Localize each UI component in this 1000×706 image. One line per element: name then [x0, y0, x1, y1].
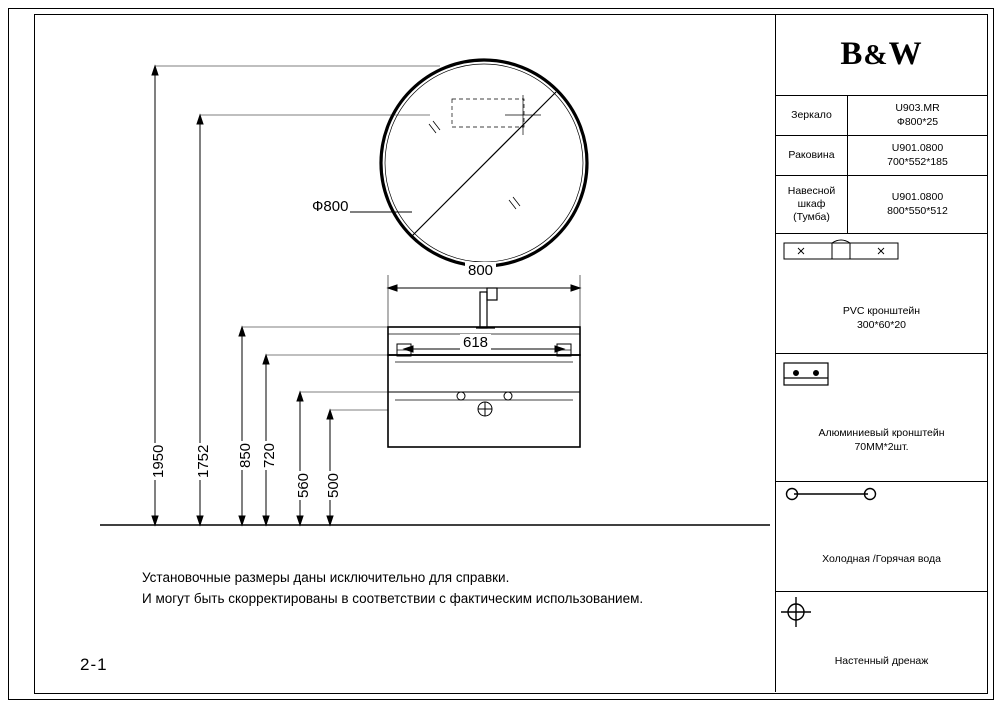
part-pvc-bracket: [776, 234, 987, 354]
part-wall-drain: [776, 592, 987, 692]
spec-row-basin: [776, 136, 987, 176]
wall-drain-label-1: Настенный дренаж: [834, 655, 929, 667]
brand-logo: [776, 14, 987, 96]
dimension-560: 560: [295, 472, 312, 498]
spec-name-basin: Раковина: [776, 136, 848, 175]
logo-right: W: [888, 36, 923, 72]
dimension-850: 850: [237, 442, 254, 468]
spec-row-cabinet: [776, 176, 987, 234]
pvc-bracket-label-2: 300*60*20: [856, 319, 907, 332]
sheet-number: 2-1: [80, 655, 108, 674]
dimension-618: 618: [460, 334, 491, 351]
dimension-720: 720: [261, 442, 278, 468]
spec-size-mirror: Ф800*25: [896, 115, 939, 128]
part-water-supply: [776, 482, 987, 592]
spec-value-cabinet: [848, 176, 987, 233]
spec-code-basin: U901.0800: [891, 141, 944, 154]
spec-name-cabinet: Навесной шкаф (Тумба): [776, 176, 848, 233]
dimension-500: 500: [325, 472, 342, 498]
logo-amp: &: [863, 39, 889, 71]
spec-code-cabinet: U901.0800: [891, 190, 944, 203]
spec-size-cabinet: 800*550*512: [887, 204, 948, 217]
spec-value-basin: [848, 136, 987, 175]
part-aluminium-bracket: [776, 354, 987, 482]
note-line-1: Установочные размеры даны исключительно для справки.: [142, 570, 510, 585]
dimension-800: 800: [465, 262, 496, 279]
installation-note: [142, 568, 643, 610]
title-block: [775, 14, 986, 692]
dimension-1752: 1752: [195, 444, 212, 478]
dimension-mirror-diameter: Ф800: [312, 198, 349, 215]
pvc-bracket-label-1: PVC кронштейн: [842, 305, 921, 317]
dimension-1950: 1950: [150, 444, 167, 478]
spec-size-basin: 700*552*185: [887, 155, 948, 168]
spec-value-mirror: [848, 96, 987, 135]
water-supply-label-1: Холодная /Горячая вода: [822, 553, 941, 565]
logo-left: B: [840, 36, 864, 72]
spec-row-mirror: [776, 96, 987, 136]
aluminium-bracket-label-2: 70ММ*2шт.: [854, 441, 909, 454]
spec-name-mirror: Зеркало: [776, 96, 848, 135]
aluminium-bracket-label-1: Алюминиевый кронштейн: [818, 427, 945, 439]
note-line-2: И могут быть скорректированы в соответствии с фактическим использованием.: [142, 590, 644, 606]
spec-code-mirror: U903.MR: [895, 101, 940, 114]
